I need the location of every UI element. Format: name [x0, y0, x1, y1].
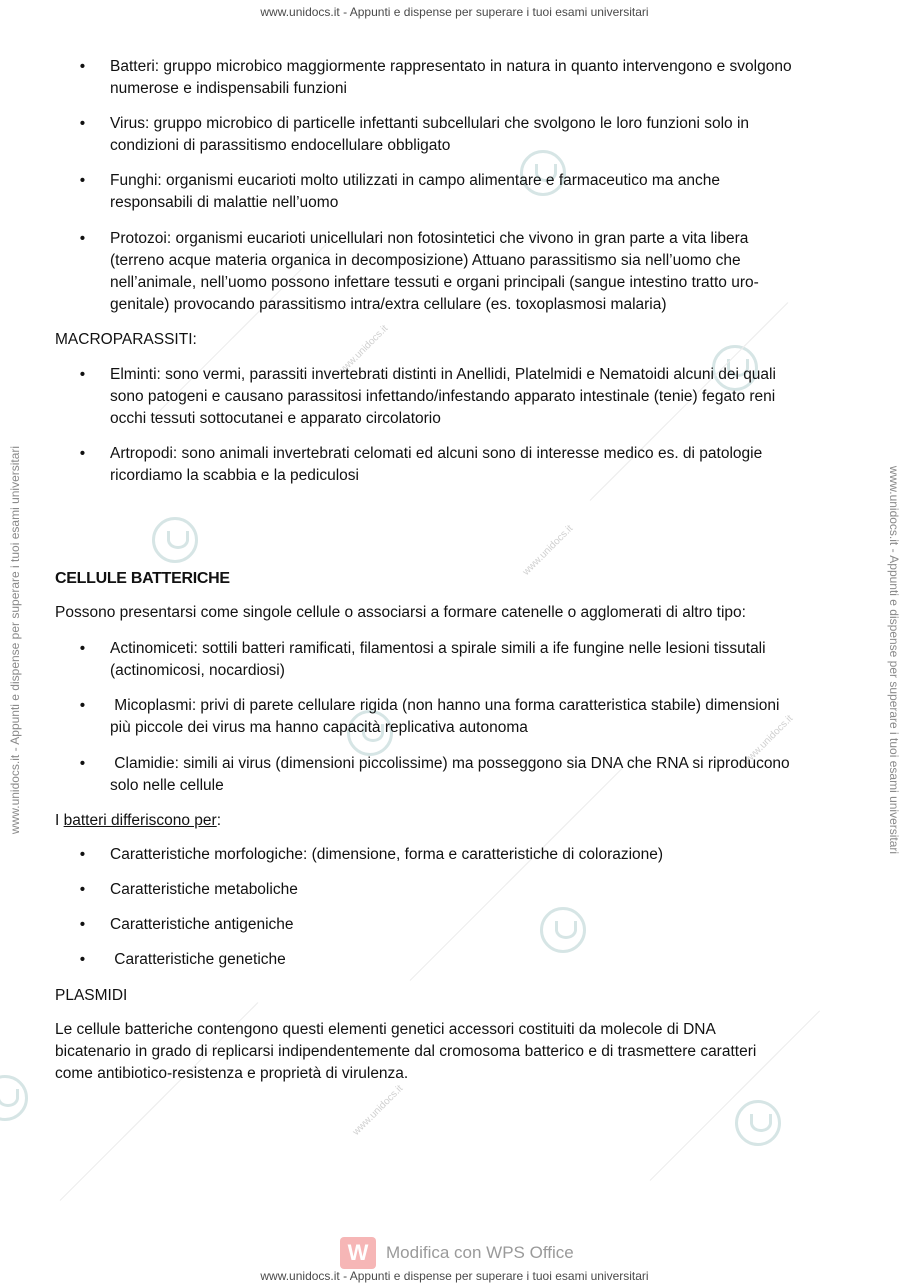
plasmidi-heading: PLASMIDI [55, 987, 128, 1004]
list-item-genetiche [79, 949, 870, 971]
list-item-line: (terreno acque materia organica in decomposizione) Attuano parassitismo sia nell’uomo che [110, 252, 741, 269]
list-item-line: Elminti: sono vermi, parassiti invertebrati distinti in Anellidi, Platelmidi e Nematoidi alcuni dei quali [110, 366, 776, 383]
list-item-line: Caratteristiche metaboliche [110, 881, 298, 898]
watermark-text: www.unidocs.it [520, 523, 576, 578]
watermark-logo-icon [735, 1100, 781, 1146]
watermark-text: www.unidocs.it [335, 323, 391, 378]
bullet-icon: • [79, 366, 86, 383]
bullet-icon: • [79, 640, 86, 657]
bullet-icon: • [79, 230, 86, 247]
watermark-logo-icon [152, 517, 198, 563]
list-item-line: solo nelle cellule [110, 777, 224, 794]
bullet-icon: • [79, 755, 86, 772]
list-item-protozoi [79, 228, 870, 316]
list-item-micoplasmi [79, 695, 870, 739]
list-item-morfologiche [79, 844, 870, 866]
list-item-line: condizioni di parassitismo endocellulare obbligato [110, 137, 451, 154]
list-item-metaboliche [79, 879, 870, 901]
list-item-batteri [79, 56, 870, 100]
list-item-line: Protozoi: organismi eucarioti unicellulari non fotosintetici che vivono in gran parte a vita libera [110, 230, 749, 247]
list-item-line: Clamidie: simili ai virus (dimensioni piccolissime) ma posseggono sia DNA che RNA si riproducono [110, 755, 790, 772]
list-item-line: genitale) provocando parassitismo intra/extra cellulare (es. toxoplasmosi malaria) [110, 296, 667, 313]
list-item-line: Funghi: organismi eucarioti molto utilizzati in campo alimentare e farmaceutico ma anche [110, 172, 720, 189]
list-item-clamidie [79, 753, 870, 797]
list-item-line: Caratteristiche antigeniche [110, 916, 294, 933]
list-item-line: Caratteristiche morfologiche: (dimensione, forma e caratteristiche di colorazione) [110, 846, 664, 863]
side-strip-left-text: www.unidocs.it - Appunti e dispense per superare i tuoi esami universitari [8, 445, 22, 835]
list-item-line: Virus: gruppo microbico di particelle infettanti subcellulari che svolgono le loro funzioni solo in [110, 115, 750, 132]
wps-edit-badge[interactable] [340, 1236, 574, 1270]
watermark-text: www.unidocs.it [740, 713, 796, 768]
bullet-icon: • [79, 846, 86, 863]
bullet-icon: • [79, 58, 86, 75]
list-item-artropodi [79, 443, 870, 487]
bullet-icon: • [79, 881, 86, 898]
list-item-line: Artropodi: sono animali invertebrati celomati ed alcuni sono di interesse medico es. di patologie [110, 445, 763, 462]
list-item-line: Batteri: gruppo microbico maggiormente rappresentato in natura in quanto intervengono e svolgono [110, 58, 792, 75]
wps-logo-icon: W [340, 1237, 376, 1269]
list-item-line: occhi tessuti sottocutanei e apparato circolatorio [110, 410, 441, 427]
plasmidi-line: Le cellule batteriche contengono questi elementi genetici accessori costituiti da molecole di DNA [55, 1021, 716, 1038]
differiscono-heading [55, 810, 865, 832]
page-footer: www.unidocs.it - Appunti e dispense per superare i tuoi esami universitari [260, 1269, 649, 1283]
differiscono-underlined: batteri differiscono per [63, 812, 217, 829]
list-item-line: responsabili di malattie nell’uomo [110, 194, 339, 211]
list-item-elminti [79, 364, 870, 430]
list-item-line: Micoplasmi: privi di parete cellulare rigida (non hanno una forma caratteristica stabile) dimensioni [110, 697, 780, 714]
list-item-funghi [79, 170, 870, 214]
page-header: www.unidocs.it - Appunti e dispense per superare i tuoi esami universitari [260, 5, 649, 19]
list-item-line: Caratteristiche genetiche [110, 951, 286, 968]
list-item-line: numerose e indispensabili funzioni [110, 80, 347, 97]
bullet-icon: • [79, 172, 86, 189]
list-item-line: più piccole dei virus ma hanno capacità replicativa autonoma [110, 719, 528, 736]
side-strip-right-text: www.unidocs.it - Appunti e dispense per superare i tuoi esami universitari [887, 465, 901, 855]
watermark-logo-icon [0, 1075, 28, 1121]
differiscono-prefix: I [55, 812, 64, 829]
bullet-icon: • [79, 445, 86, 462]
list-item-antigeniche [79, 914, 870, 936]
cellule-batteriche-heading: CELLULE BATTERICHE [55, 570, 230, 587]
bullet-icon: • [79, 115, 86, 132]
list-item-line: Actinomiceti: sottili batteri ramificati, filamentosi a spirale simili a ife fungine nelle lesioni tissutali [110, 640, 766, 657]
wps-edit-label: Modifica con WPS Office [386, 1243, 574, 1262]
list-item-line: ricordiamo la scabbia e la pediculosi [110, 467, 359, 484]
list-item-line: sono patogeni e causano parassitosi infettando/infestando apparato intestinale (tenie) fegato reni [110, 388, 776, 405]
list-item-actinomiceti [79, 638, 870, 682]
list-item-virus [79, 113, 870, 157]
cellule-intro: Possono presentarsi come singole cellule o associarsi a formare catenelle o agglomerati di altro tipo: [55, 604, 746, 621]
plasmidi-line: come antibiotico-resistenza e proprietà di virulenza. [55, 1065, 409, 1082]
bullet-icon: • [79, 916, 86, 933]
list-item-line: nell’animale, nell’uomo possono infettare tessuti e organi principali (sangue intestino tratto uro- [110, 274, 759, 291]
macroparassiti-heading: MACROPARASSITI: [55, 331, 197, 348]
list-item-line: (actinomicosi, nocardiosi) [110, 662, 285, 679]
plasmidi-line: bicatenario in grado di replicarsi indipendentemente dal cromosoma batterico e di trasmettere caratteri [55, 1043, 757, 1060]
watermark-text: www.unidocs.it [350, 1083, 406, 1138]
bullet-icon: • [79, 951, 86, 968]
differiscono-suffix: : [216, 812, 222, 829]
bullet-icon: • [79, 697, 86, 714]
